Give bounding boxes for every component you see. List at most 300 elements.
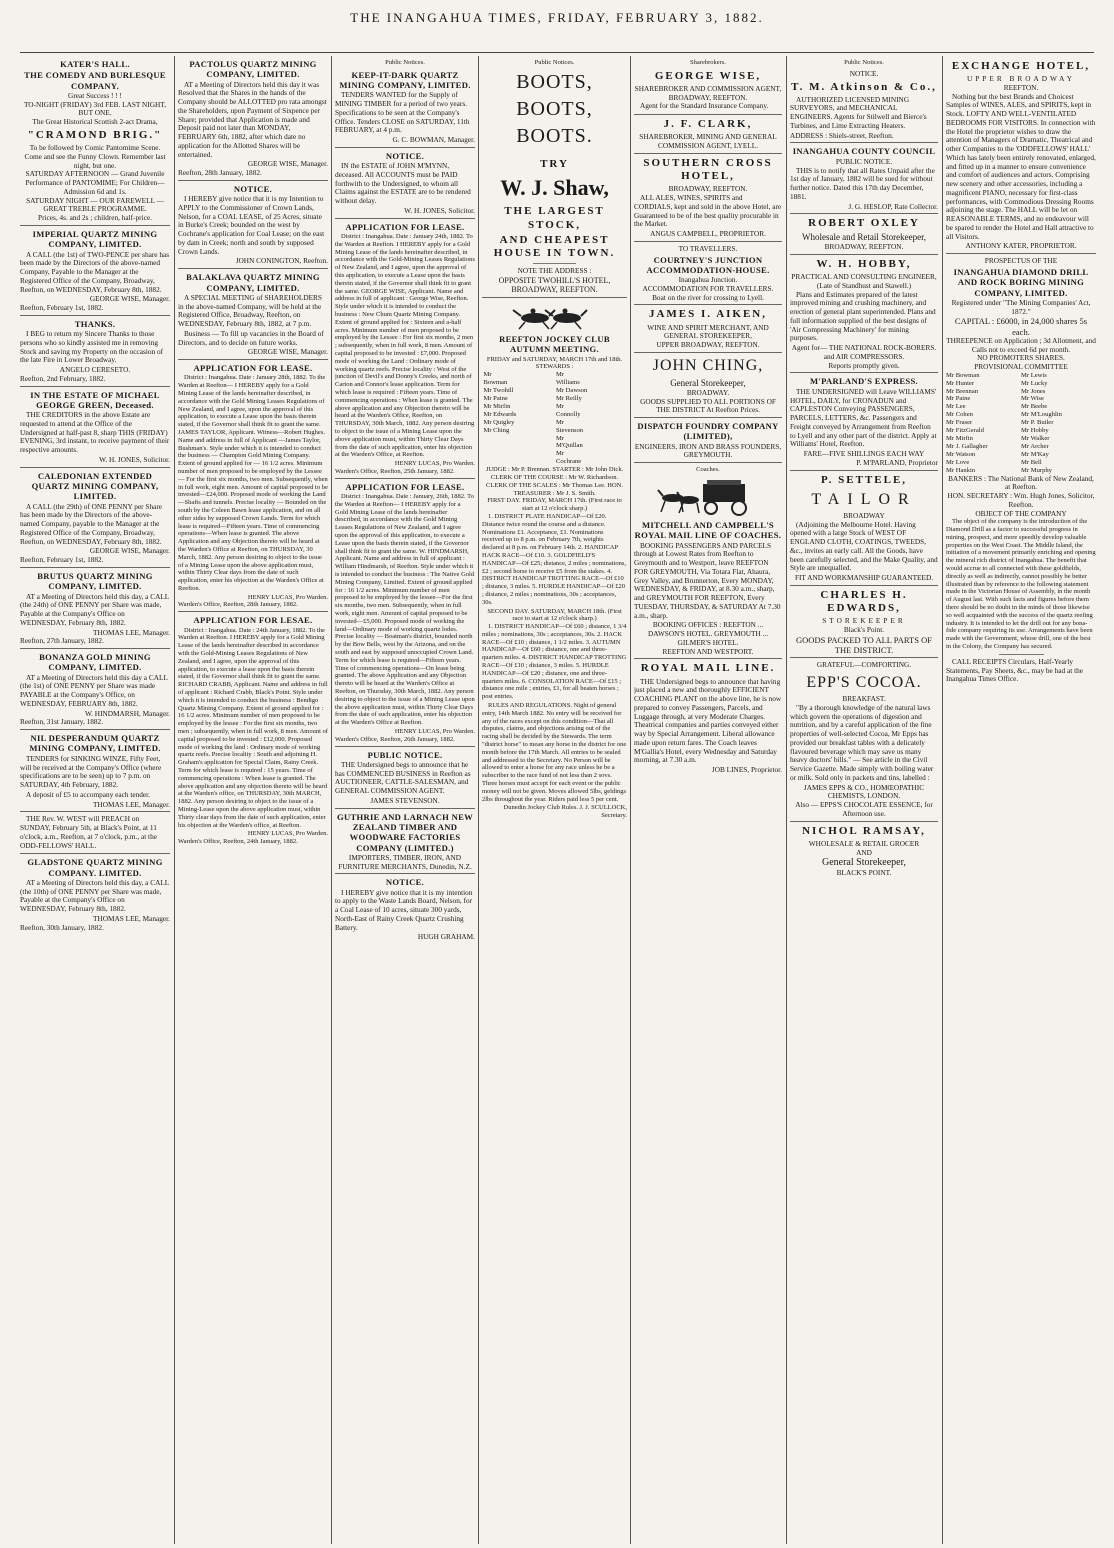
ad-body: I HEREBY give notice that it is my Intention to APPLY to the Commissioner of Crown Lands, Nelson, for a COAL LEASE, of 25 Acres, situate in Burke's Creek; bounded on the west by Cochrane's application for Coal Lease; on the east by dam in Creek; north and south by supposed Crown Lands.: [178, 194, 325, 256]
epps-cocoa-ad: [790, 661, 938, 821]
west-sermon-ad: [20, 815, 170, 854]
estate-ad: [20, 390, 170, 468]
ad-feature: "CRAMOND BRIG.": [27, 128, 163, 141]
ad-text: FRIDAY and SATURDAY, MARCH 17th and 18th.: [486, 355, 623, 363]
ad-body: THE UNDERSIGNED will Leave WILLIAMS' HOTEL, DAILY, for CRONADUN and CAPLESTON Conveying PASSENGERS, PARCELS, LETTERS, &c. Passengers and Freight conveyed by Arrangement from Reefton to Lyell and any other part of the district. Apply at Williams' Hotel, Reefton.: [790, 386, 937, 449]
steward-name: Mr Edwards: [483, 410, 517, 418]
ad-text: WHOLESALE & RETAIL GROCER: [808, 838, 920, 848]
ad-title: T. M. Atkinson & Co.,: [791, 80, 937, 93]
george-wise-ad: [634, 70, 782, 115]
ad-title: ROYAL MAIL LINE.: [640, 662, 776, 675]
steward-name: Mr Mirfin: [483, 402, 511, 410]
race-list: 1. DISTRICT HANDICAP—Of £60 ; distance, 1 3/4 miles ; nominations, 30s ; acceptances, 30s. 2. HACK RACE—Of £10 ; distance, 1 1/2 miles. 3. AUTUMN HANDICAP—Of £60 ; distance, one and three-quarters miles. 4. DISTRICT HANDICAP TROTTING RACE—Of £10 ; distance, 3 miles. 5. HURDLE HANDICAP—Of £20 ; distance, one and three-quarters miles. 6. CONSOLATION RACE—Of £15 ; distance one mile ; entries, £1, for all beaten horses ; post entries.: [482, 623, 627, 701]
coal-lease-notice: [178, 184, 328, 269]
ad-body: A CALL (the 29th) of ONE PENNY per Share has been made by the Directors of the above-named Company, payable to the Manager at the Registered Office of the Company, Broadway, Reefton, on WEDNESDAY, February 8th, 1882.: [20, 501, 163, 546]
ad-signature: JAMES EPPS & CO., HOMŒOPATHIC CHEMISTS, LONDON.: [803, 782, 925, 801]
committee-member: Mr Fraser: [946, 419, 973, 427]
ad-date: Warden's Office, Reefton, 24th January, 1882.: [178, 838, 298, 846]
column-5: [634, 58, 782, 1543]
ad-title: BALAKLAVA QUARTZ MINING COMPANY, LIMITED.: [186, 272, 320, 293]
ad-text: CAPITAL : £6000, in 24,000 shares 5s each.: [954, 316, 1088, 337]
atkinson-ad: [790, 70, 938, 144]
committee-member: Mr Bell: [1021, 458, 1042, 466]
ad-title: KEEP-IT-DARK QUARTZ MINING COMPANY, LIMITED.: [339, 69, 471, 91]
graham-notice: [335, 877, 475, 944]
section-header: Public Notices.: [534, 59, 575, 66]
steward-name: Mr Cochrane: [555, 450, 582, 466]
section-header: Sharebrokers.: [690, 59, 726, 66]
ad-text: ADDRESS : Shiels-street, Reefton.: [790, 130, 894, 140]
ad-body: A SPECIAL MEETING of SHAREHOLDERS in the above-named Company, will be held at the Registered Office, Broadway, Reefton, on WEDNESDAY, February 8th, 1882, at 7 p.m.: [178, 292, 322, 329]
royal-mail-line-ad: [634, 662, 782, 776]
ad-signature: ANGUS CAMPBELL, PROPRIETOR.: [650, 229, 766, 239]
committee-member: Mr Lewis: [1021, 371, 1047, 379]
ad-date: Reefton, February 1st, 1882.: [20, 555, 104, 565]
jockey-club-ad: [482, 302, 627, 822]
column-rule: [331, 56, 332, 1544]
ad-text: BROADWAY, REEFTON.: [668, 184, 748, 194]
committee-member: Mr Hunter: [946, 379, 975, 387]
ching-ad: [634, 356, 782, 418]
committee-member: Mr Beebe: [1021, 403, 1048, 411]
ad-text: OBJECT OF THE COMPANY: [975, 508, 1067, 518]
ad-title: NICHOL RAMSAY,: [802, 824, 926, 837]
ad-title: P. SETTELE,: [820, 473, 908, 486]
ad-text: Boat on the river for crossing to Lyell.: [652, 292, 764, 302]
steward-name: Mr Ching: [483, 426, 510, 434]
ad-headline: W. J. Shaw,: [500, 174, 609, 200]
stevenson-notice: [335, 750, 475, 809]
ad-text: BREAKFAST.: [842, 694, 886, 704]
ad-body: District : Inangahua. Date : 24th January, 1882. To the Warden at Reefton. I HEREBY apply for a Gold Mining Lease of the lands hereinafter described in accordance with the Gold-Mining Leases Regulations of New Zealand, and I agree, upon the approval of this application, to execute a lease upon the basis therein stated, if the Governor shall think fit to grant the same. RICHARD CRABB, Applicant. Name and address in full of applicant : Richard Crabb, Black's Point. Style under which it is intended to conduct the business : Bendigo Quartz Mining Company. Extent of ground applied for : 16 1/2 acres. Minimum number of men proposed to be employed by the lessee : For the first six months, two men ; subsequently, when in full work, 8 men. Amount of capital proposed to be invested : £12,000. Proposed mode of working the land : Ordinary mode of working quartz reefs. Precise locality : South and adjoining H. Graham's application for Special Claim, Rainy Creek. Term for which lease is required : 15 years. Time of commencing operations : When lease is granted. The above application and any objection thereto will be heard at the Warden's office, on THURSDAY, 30th MARCH, 1882. Any person desiring to object to the issue of a Mining-Lease upon the above application must, within Thirty clear days from the date of such application, enter his objection at the Warden's office, at Reefton.: [178, 626, 328, 829]
ad-body: AT a Meeting of Directors held this day a CALL (the 1st) of ONE PENNY per Share was made PAYABLE at the Company's Office, on WEDNESDAY, FEBRUARY 8th, 1882.: [20, 672, 168, 708]
ad-body: THE Undersigned begs to announce that having just placed a new and thoroughly EFFICIENT COACHING PLANT on the above line, he is now prepared to convey Passengers, Parcels, and Luggage through, at very Moderate Charges. Theatrical companies and parties conveyed either way by Special Arrangement. Liberal allowance made upon return fares. The Coach leaves M'Gallia's Hotel, every Wednesday and Saturday morning, at 7.30 a.m.: [634, 676, 782, 765]
column-6: [790, 58, 938, 1543]
ad-text: To be followed by Comic Pantomime Scene.: [29, 143, 161, 153]
ad-title: APPLICATION FOR LEASE.: [345, 481, 465, 492]
ad-body: Business — To fill up vacancies in the Board of Directors, and to decide on future works.: [178, 328, 324, 347]
column-rule: [174, 56, 175, 1544]
steward-name: Mr Reilly: [555, 395, 582, 402]
ad-text: NOTICE.: [849, 68, 879, 78]
ad-text: Great Success ! ! !: [68, 90, 122, 100]
mparland-ad: [790, 376, 938, 470]
brutus-ad: [20, 571, 170, 649]
ad-text: BROADWAY: [843, 510, 885, 520]
steward-name: Mr Twohill: [483, 387, 514, 395]
ad-body: AT a Meeting of Directors held this day, a CALL (the 10th) of ONE PENNY per Share was made, Payable at the Company's Office on WEDNESDAY, February 8th, 1882.: [20, 877, 169, 914]
diamond-drill-prospectus: [946, 257, 1096, 687]
ad-body: IN the ESTATE of JOHN M'MYNN, deceased. All ACCOUNTS must be PAID forthwith to the Undersigned, to whom all Claims against the ESTATE are to be rendered without delay.: [335, 161, 471, 206]
committee-list: [946, 372, 1096, 475]
ad-title: JOHN CHING,: [652, 356, 764, 374]
ad-headline: TAILOR: [811, 490, 917, 508]
ad-body: IMPORTERS, TIMBER, IRON, AND FURNITURE MERCHANTS, Dunedin, N.Z.: [338, 852, 472, 871]
ad-signature: GEORGE WISE, Manager.: [247, 159, 328, 169]
ad-text: Inangahua Junction.: [678, 275, 738, 285]
racehorse-illustration: [505, 302, 605, 330]
ad-title: INANGAHUA DIAMOND DRILL AND ROCK BORING MINING COMPANY, LIMITED.: [953, 266, 1089, 298]
pactolus-ad: [178, 59, 328, 181]
ad-date: Reefton, 2nd February, 1882.: [20, 373, 106, 383]
ad-body: TENDERS for SINKING WINZE, Fifty Feet, will be received at the Company's Office (where specifications are to be seen) up to 7 p.m. on SATURDAY, 4th February, 1882.: [20, 753, 162, 789]
ad-body: AUTHORIZED LICENSED MINING SURVEYORS, and MECHANICAL ENGINEERS. Agents for Stilwell and Bierce's Turbines, and Lime Extracting Heaters.: [790, 94, 927, 130]
clark-ad: [634, 118, 782, 154]
ad-text: OPPOSITE TWOHILL'S HOTEL, BROADWAY, REEFTON.: [498, 275, 611, 295]
ad-signature: JAMES STEVENSON.: [370, 795, 440, 805]
ad-signature: HENRY LUCAS, Pro Warden.: [394, 460, 475, 468]
stewards-list: [482, 371, 627, 466]
ad-text: BROADWAY, REEFTON.: [824, 242, 904, 252]
ad-body: THE CREDITORS in the above Estate are requested to attend at the Office of the Undersigned at half-past 8, sharp THIS (FRIDAY) EVENING, 3rd instant, to receive payment of their respective amounts.: [20, 410, 170, 455]
ad-title: IMPERIAL QUARTZ MINING COMPANY, LIMITED.: [32, 228, 158, 250]
committee-member: Mr Murphy: [1021, 466, 1052, 474]
committee-member: Mr Lee: [946, 403, 966, 411]
section-header: Coaches.: [696, 466, 720, 474]
ad-signature: J. G. HESLOP, Rate Collector.: [848, 201, 938, 211]
ad-text: SATURDAY AFTERNOON — Grand Juvenile Performance of PANTOMIME; For Children—Admission 6d and 1s.: [25, 169, 165, 196]
officials: JUDGE : Mr P. Brennan. STARTER : Mr John Dick. CLERK OF THE COURSE : Mr W. Richardson. CLERK OF THE SCALES : Mr Thomas Lee. HON. TREASURER : Mr J. S. Smith.: [485, 466, 624, 497]
committee-member: Mr M'Loughlin: [1021, 411, 1062, 419]
committee-member: Mr J. Gallagher: [946, 442, 988, 450]
ad-body: THE Undersigned begs to announce that he has COMMENCED BUSINESS in Reefton as AUCTIONEER, CATTLE-SALESMAN, and GENERAL COMMISSION AGENT.: [335, 759, 471, 796]
ad-text: BLACK'S POINT.: [836, 868, 892, 878]
committee-member: Mr Hankin: [946, 466, 976, 474]
ad-body: SHAREBROKER AND COMMISSION AGENT, BROADWAY, REEFTON.: [634, 83, 782, 102]
keep-it-dark-ad: [335, 70, 475, 148]
ad-text: Prices, 4s. and 2s ; children, half-price.: [38, 213, 152, 223]
ad-signature: GEORGE WISE, Manager.: [89, 546, 170, 556]
column-2: [178, 58, 328, 1543]
ad-text: TRY: [540, 157, 569, 170]
committee-member: Mr FitzGerald: [946, 427, 984, 435]
kater-hall-ad: [20, 59, 170, 226]
ad-body: THIS is to notify that all Rates Unpaid after the 1st day of January, 1882 will be sued for without further notice. Dated this 17th day December, 1881.: [790, 165, 935, 201]
ad-title: IN THE ESTATE OF MICHAEL GEORGE GREEN, Deceased.: [30, 389, 160, 410]
ad-text: Black's Point.: [843, 625, 885, 635]
ad-signature: JOHN CONINGTON, Reefton.: [235, 256, 328, 266]
ad-headline: BOOTS,: [516, 97, 593, 120]
ad-title: APPLICATION FOR LESAE.: [193, 615, 313, 626]
ad-body: A CALL (the 1st) of TWO-PENCE per share has been made by the Directors of the above-named Company, Payable to the Manager at the Registered Office of the Company, Broadway, Reefton, on WEDNESDAY, February 8th, 1882.: [20, 249, 170, 294]
shaw-boots-ad: [482, 70, 627, 298]
ad-text: Also — EPPS'S CHOCOLATE ESSENCE, for Afternoon use.: [795, 800, 933, 818]
ad-signature: THOMAS LEE, Manager.: [92, 799, 170, 809]
ad-signature: HENRY LUCAS, Pro Warden.: [394, 727, 475, 735]
ad-text: Agent for— THE NATIONAL ROCK-BORERS. and AIR COMPRESSORS.: [791, 343, 937, 361]
ad-body: A deposit of £5 to accompany each tender.: [26, 789, 151, 799]
ad-headline: EPP'S COCOA.: [806, 673, 922, 691]
thanks-ad: [20, 319, 170, 387]
ad-signature: HENRY LUCAS, Pro Warden.: [247, 593, 328, 601]
committee-member: Mr Lucky: [1021, 379, 1048, 387]
ad-text: BANKERS : The National Bank of New Zealand, at Reefton.: [948, 473, 1094, 492]
ad-text: (Late of Standhust and Stawell.): [816, 280, 912, 290]
lease-application-wise: [335, 222, 475, 479]
ad-signature: JOB LINES, Proprietor.: [711, 765, 782, 775]
ad-title: PUBLIC NOTICE.: [367, 749, 443, 760]
ad-body: I HEREBY give notice that it is my intention to apply to the Waste Lands Board, Nelson, for a Coal Lease of 10 acres, situate 300 yards, North-East of Rainy Creek Quartz Crushing Battery.: [335, 887, 473, 932]
settele-ad: [790, 474, 938, 586]
southern-cross-ad: [634, 157, 782, 242]
ad-text: General Storekeeper,: [822, 857, 906, 869]
column-rule: [478, 56, 479, 1544]
ad-signature: GEORGE WISE, Manager.: [247, 347, 328, 357]
balaklava-ad: [178, 272, 328, 360]
ad-text: STOREKEEPER: [822, 616, 906, 626]
column-7: [946, 58, 1096, 1543]
ad-text: SATURDAY NIGHT — OUR FAREWELL — GREAT TREBLE PROGRAMME.: [26, 195, 164, 214]
ad-signature: THOMAS LEE, Manager.: [92, 913, 170, 923]
nil-desperandum-ad: [20, 733, 170, 812]
committee-member: Mr Jones: [1021, 387, 1046, 395]
ad-title: GEORGE WISE,: [654, 69, 762, 82]
ad-title: REEFTON JOCKEY CLUB AUTUMN MEETING.: [499, 334, 610, 355]
ad-body: Agent for the Standard Insurance Company.: [640, 101, 769, 111]
ad-signature: W. H. JONES, Solicitor.: [99, 454, 170, 464]
committee-member: Mr Wise: [1021, 395, 1044, 403]
ad-text: GRATEFUL—COMFORTING.: [816, 660, 912, 670]
ad-title: DISPATCH FOUNDRY COMPANY (LIMITED),: [637, 421, 779, 442]
ad-text: THREEPENCE on Application ; 3d Allotment, and Calls not to exceed 6d per month.: [946, 335, 1096, 354]
committee-member: Mr M'Kay: [1021, 450, 1049, 458]
ad-title: SOUTHERN CROSS HOTEL,: [643, 156, 773, 183]
ad-signature: W. HINDMARSH, Manager.: [84, 708, 170, 718]
ad-signature: W. H. JONES, Solicitor.: [404, 205, 475, 215]
masthead: THE INANGAHUA TIMES, FRIDAY, FEBRUARY 3, 1882.: [350, 10, 764, 25]
committee-member: Mr Archer: [1021, 442, 1049, 450]
ad-text: PROSPECTUS OF THE: [984, 256, 1058, 266]
ad-signature: G. C. BOWMAN, Manager.: [392, 135, 475, 145]
column-4: [482, 58, 627, 1543]
committee-member: Mr P. Butler: [1021, 419, 1054, 427]
ad-body: BOOKING PASSENGERS AND PARCELS through at Lowest Rates from Reefton to Greymouth and to Westport, leave REEFTON FOR GREYMOUTH, Via Totara Flat, Ahaura, Grey Valley, and Brunnerton, Every MONDAY, WEDNESDAY, & FRIDAY, at 8.30 a.m., sharp, and GREYMOUTH FOR REEFTON, Every TUESDAY, THURSDAY, & SATURDAY At 7.30 a.m., sharp.: [634, 540, 781, 620]
ad-title: JAMES I. AIKEN,: [648, 308, 768, 321]
ad-text: The Great Historical Scottish 2-act Drama,: [32, 117, 158, 127]
ad-title: GUTHRIE AND LARNACH NEW ZEALAND TIMBER AND WOODWARE FACTORIES COMPANY (LIMITED.): [336, 811, 474, 853]
guthrie-ad: [335, 812, 475, 875]
ad-title: BRUTUS QUARTZ MINING COMPANY, LIMITED.: [37, 570, 153, 592]
committee-member: Mr Watson: [946, 450, 976, 458]
ad-text: HON. SECRETARY : Wm. Hugh Jones, Solicitor, Reefton.: [947, 491, 1095, 509]
ad-title: NOTICE.: [385, 150, 425, 161]
ad-body: "By a thorough knowledge of the natural laws which govern the operations of digestion and nutrition, and by a careful application of the fine properties of well-selected Cocoa, Mr Epps has provided our breakfast tables with a delicately flavoured beverage which may save us many heavy doctors' bills." — See article in the Civil Service Gazette. Made simply with boiling water or milk. Sold only in packets and tins, labelled :: [790, 702, 934, 782]
ad-text: BROADWAY.: [686, 387, 730, 397]
imperial-ad: [20, 229, 170, 316]
ad-signature: GEORGE WISE, Manager.: [89, 294, 170, 304]
ramsay-ad: [790, 825, 938, 880]
column-3: [335, 58, 475, 1543]
day-header: FIRST DAY. FRIDAY, MARCH 17th. (First race to start at 12 o'clock sharp.): [487, 497, 622, 513]
ad-date: Reefton, 28th January, 1882.: [178, 168, 262, 178]
ad-text: Registered under "The Mining Companies' Act, 1872.": [951, 297, 1091, 316]
steward-name: Mr Williams: [555, 371, 580, 387]
committee-member: Mr Paine: [946, 395, 971, 403]
divider: [999, 654, 1044, 655]
ad-text: ACCOMMODATION FOR TRAVELLERS.: [642, 283, 774, 293]
ad-text: REEFTON.: [1003, 82, 1039, 92]
ad-title: APPLICATION FOR LEASE.: [193, 363, 313, 374]
ad-text: PRACTICAL AND CONSULTING ENGINEER,: [791, 272, 937, 282]
ad-title: PACTOLUS QUARTZ MINING COMPANY, LIMITED.: [189, 59, 317, 80]
divider: [533, 263, 577, 264]
ad-date: Reefton, February 1st, 1882.: [20, 303, 104, 312]
ad-text: Wholesale and Retail Storekeeper,: [801, 232, 927, 243]
ad-body: I BEG to return my Sincere Thanks to those persons who so kindly assisted me in removing Stock and saving my Property on the occasion of the late Fire in Lower Broadway.: [20, 329, 164, 365]
ad-body: ALL ALES, WINES, SPIRITS and CORDIALS, kept and sold in the above Hotel, are Guaranteed to be of the best quality procurable in the Market.: [634, 193, 782, 229]
steward-name: Mr Dawson: [555, 387, 588, 395]
ad-text: PUBLIC NOTICE.: [835, 156, 893, 166]
ad-text: TO-NIGHT (FRIDAY) 3rd FEB. LAST NIGHT, BUT ONE.: [23, 99, 167, 118]
stewards-right: [556, 371, 626, 466]
ad-title: GLADSTONE QUARTZ MINING COMPANY. LIMITED.: [27, 857, 163, 878]
bonanza-ad: [20, 652, 170, 730]
ad-title: INANGAHUA COUNTY COUNCIL: [792, 146, 936, 157]
gladstone-ad: [20, 857, 170, 934]
ad-body: The object of the company is the introduction of the Diamond Drill as a factor to successful progress in mining, prospect, and more speedily develop valuable properties on the West Coast. The Middle Island, the initiation of a movement primarily enriching and opening the mineral rich district of Inangahua. The benefit that would accrue to all connected with these goldfields, directly as well as indirectly, cannot possibly be better illustrated than by reference to the following statement made in the Victorian House of Assembly, in the month of August last. With such facts and figures before them there should be no doubt in the minds of those likewise so well acquainted with the success of the quartz reefing industry. It is intended to let the drill out for any bona-fide company requiring its use. Arrangements have been made with the Government, whose drill, one of the best in the Colony, the Company has secured.: [946, 518, 1096, 651]
ad-text: BOOKING OFFICES : REEFTON ... DAWSON'S HOTEL. GREYMOUTH ... GILMER'S HOTEL.: [647, 620, 769, 647]
ad-title: M'PARLAND'S EXPRESS.: [809, 376, 919, 387]
ad-body: GOODS SUPPLIED TO ALL PORTIONS OF THE DISTRICT At Reefton Prices.: [640, 396, 776, 415]
ad-title: J. F. CLARK,: [663, 118, 753, 131]
stewards-left: [483, 371, 553, 466]
ad-signature: HUGH GRAHAM.: [417, 932, 475, 942]
ad-body: THE Rev. W. WEST will PREACH on SUNDAY, February 5th, at Black's Point, at 11 o'clock, a.m., Reefton, at 7 o'clock, p.m., at the ODD-FELLOWS' HALL.: [20, 814, 157, 850]
ad-title: APPLICATION FOR LEASE.: [345, 221, 465, 232]
section-header: Public Notices.: [844, 59, 884, 66]
ad-title: W. H. HOBBY,: [816, 258, 912, 271]
ad-text: AND CHEAPEST HOUSE IN TOWN.: [493, 233, 616, 259]
ad-title: NOTICE.: [233, 183, 273, 194]
ad-title: COURTNEY'S JUNCTION ACCOMMODATION-HOUSE.: [646, 254, 770, 275]
ad-date: Warden's Office, Reefton, 25th January, 1882.: [335, 467, 455, 475]
section-header: Public Notices.: [385, 59, 425, 66]
lease-application-crabb: [178, 615, 328, 848]
ad-title: THANKS.: [74, 318, 116, 329]
ad-text: UPPER BROADWAY, REEFTON.: [656, 340, 760, 350]
steward-name: Mr Paine: [483, 395, 508, 402]
ad-signature: HENRY LUCAS, Pro Warden.: [247, 830, 328, 838]
committee-left: [946, 372, 1021, 475]
steward-name: Mr Bowman: [483, 371, 508, 387]
ad-text: GREYMOUTH.: [683, 450, 733, 460]
race-list: 1. DISTRICT PLATE HANDICAP—Of £20. Distance twice round the course and a distance. Nominations £1. Acceptance, £1. Nominations received up to 8 p.m. on February 7th, weights declared at 8 p.m. on February 14th. 2. HANDICAP HACK RACE—Of £10. 3. GOLDFIELD'S HANDICAP—Of £25; distance, 2 miles ; nominations, £2 ; second horse to receive £5 from the stakes. 4. DISTRICT HANDICAP TROTTING RACE—Of £10 ; distance, 3 miles. 5. HURDLE HANDICAP—Of £20 ; distance, 2 miles ; nominations, 30s ; acceptances, 30s.: [482, 512, 627, 606]
ad-date: Reefton, 31st January, 1882.: [20, 717, 104, 727]
committee-member: Mr Mirfin: [946, 435, 973, 442]
ad-body: TENDERS WANTED for the Supply of MINING TIMBER for a period of two years. Specifications to be seen at the Company's Office. Tenders CLOSE on SATURDAY, 11th FEBRUARY, at 4 p.m.: [335, 90, 470, 135]
ad-text: NOTE THE ADDRESS :: [517, 266, 592, 276]
ad-text: STEWARDS :: [535, 363, 574, 371]
column-rule: [630, 56, 631, 1544]
committee-member: Mr Walker: [1021, 435, 1050, 442]
steward-name: Mr Quigley: [483, 418, 515, 426]
ad-text: FIT AND WORKMANSHIP GUARANTEED.: [794, 573, 934, 583]
stagecoach-illustration: [653, 478, 763, 516]
ad-signature: P. M'PARLAND, Proprietor: [856, 457, 938, 467]
ad-title: CHARLES H. EDWARDS,: [820, 588, 908, 615]
ad-body: District : Inangahua. Date : January 24th, 1882. To the Warden at Reefton. I HEREBY apply for a Gold Mining Lease of the lands hereinafter described, in accordance with the Gold-Mining Leases Regulations of New Zealand, and I agree, upon the approval of this application, to execute a Lease upon the basis therein stated, if the Governor shall think fit to grant the same. GEORGE WISE, Applicant. Name and address in full of applicant : George Wise, Reefton. Style under which it is intended to conduct the business : New Chum Quartz Mining Company. Extent of ground applied for : Sixteen and a-half acres. Minimum number of men proposed to be employed by the Lessee : For first six months, 2 men ; subsequently, when in full work, 8 men. Amount of capital proposed to be invested : £7,000. Proposed mode of working the Land : Ordinary mode of working quartz reefs. Precise locality : West of the junction of Devil's and Donny's Creeks, and north of Carton and Connor's lease application. Term for which lease is required : Fifteen years. Time of commencing operations : When lease is granted. The above application and any Objection thereto will be heard at the Warden's Office, Reefton, on THURSDAY, 30th March, 1882. Any person desiring to object to the issue of a Mining Lease upon the above application must, within Thirty Clear Days from the date of such application, enter his objection at the Warden's Office, at Reefton.: [335, 233, 475, 459]
ad-body: District : Inangahua. Date : January 28th, 1882. To the Warden at Reefton— I HEREBY apply for a Gold Mining Lease of the lands hereinafter described, in accordance with the Gold Mining Leases Regulations of New Zealand, and I agree, upon the approval of this application, to execute a Lease upon the basis therein stated, if the Governor shall think fit to grant the same. JAMES TAYLOR, Applicant. Witness—Robert Hughes. Name and address in full of Applicant —James Taylor, Bushman's. Style under which it is intended to conduct the business — Champion Gold Mining Company. Extent of ground applied for — 16 1/2 acres. Minimum number of men proposed to be employed by the Lessee — For the first six months, two men. Subsequently, when in full work, eight men. Amount of capital proposed to be invested—£24,000. Proposed mode of working the Land—Shafts and tunnels. Precise locality — Bounded on the south by the Coleen Bawn lease application, and on all other sides by supposed Crown Lands. Term for which lease is required—Fifteen years. Time of commencing operations—When lease is granted. The above Application and any Objection thereto will be heard at the Warden's Office at Reefton, on THURSDAY, 30 March, 1882. Any person desiring to object to the issue of a Mining Lease upon the above application must, within Thirty Clear days from the date of such application, enter his objection at the Warden's Office at Reefton.: [178, 374, 328, 592]
ad-title: CALEDONIAN EXTENDED QUARTZ MINING COMPANY, LIMITED.: [31, 470, 159, 502]
day-header: SECOND DAY. SATURDAY, MARCH 18th. (First race to start at 12 o'clock sharp.): [487, 607, 622, 623]
steward-name: Mr Stevenson: [555, 418, 584, 434]
ad-signature: ANGELO CERESETO.: [59, 365, 131, 375]
ad-text: REEFTON AND WESTPORT.: [662, 646, 754, 656]
mmynn-estate-notice: [335, 151, 475, 219]
ad-body: AT a Meeting of Directors held this day it was Resolved that the Shares in the hands of the Company should be ALLOTTED pro rata amongst the Shareholders, upon Payment of Sixpence per Share; provided that Application is made and Deposit paid not later than MONDAY, FEBRUARY 6th, 1882, after which date no application for the Allotted Shares will be entertained.: [178, 79, 327, 159]
ad-body: WINE AND SPIRIT MERCHANT, AND GENERAL STOREKEEPER,: [647, 322, 769, 341]
aiken-ad: [634, 308, 782, 352]
ad-title: EXCHANGE HOTEL,: [951, 60, 1091, 72]
masthead-rule: [20, 52, 1094, 53]
ad-text: NO PROMOTERS SHARES.: [977, 353, 1065, 363]
ad-text: TO TRAVELLERS.: [678, 243, 738, 253]
ad-subtitle: THE COMEDY AND BURLESQUE COMPANY.: [24, 70, 166, 91]
committee-member: Mr Hobby: [1021, 427, 1049, 435]
ad-title: KATER'S HALL.: [60, 59, 130, 69]
ad-signature: Dunedin Jockey Club Rules. J. J. SCULLOCK, Secretary.: [503, 804, 627, 820]
steward-name: Mr Connolly: [555, 402, 581, 418]
ad-body: AT a Meeting of Directors held this day, a CALL (the 24th) of ONE PENNY per Share was made, Payable at the Company's Office on WEDNESDAY, February 8th, 1882.: [20, 591, 169, 627]
lease-application-hindmarsh: [335, 482, 475, 747]
ad-body: Plans and Estimates prepared of the latest improved mining and crushing machinery, and erection of general plant superintended. Plans and full information supplied of the best designs of 'Air Compressing Machinery' for mining purposes.: [790, 289, 936, 343]
courtney-ad: [634, 245, 782, 306]
dispatch-foundry-ad: [634, 421, 782, 463]
ad-text: Reports promptly given.: [828, 360, 900, 370]
ad-text: General Storekeeper,: [670, 378, 746, 389]
ad-text: THE LARGEST STOCK,: [504, 205, 605, 231]
ad-date: Warden's Office, Reefton, 26th January, 1882.: [335, 735, 455, 743]
ad-text: UPPER BROADWAY: [966, 74, 1076, 84]
oxley-ad: [790, 217, 938, 255]
hobby-ad: [790, 258, 938, 373]
ad-signature: THOMAS LEE, Manager.: [92, 627, 170, 637]
ad-title: NIL DESPERANDUM QUARTZ MINING COMPANY, LIMITED.: [29, 733, 161, 754]
ad-date: Warden's Office, Reefton, 28th January, 1882.: [178, 601, 298, 609]
committee-right: [1021, 372, 1096, 475]
exchange-hotel-ad: [946, 60, 1096, 254]
edwards-ad: [790, 589, 938, 658]
committee-member: Mr Bowman: [946, 371, 980, 379]
ad-body: SHAREBROKER, MINING AND GENERAL COMMISSION AGENT, LYELL.: [639, 132, 777, 151]
ad-headline: BOOTS.: [516, 124, 593, 147]
ad-text: GOODS PACKED TO ALL PARTS OF THE DISTRICT.: [796, 634, 932, 655]
column-1: [20, 58, 170, 1543]
rules: RULES AND REGULATIONS. Night of general entry, 14th March 1882. No entry will be received for any of the races except on this condition—That all disputes, claims, and objections arising out of the racing shall be decided by the Stewards. The term "district horse" to mean any horse in the district for one month before the 17th March. All entries to be sealed and addressed to the Secretary. No Person will be allowed to enter a horse for any race unless he be a subscriber to the race fund of not less than 2 sovs. Three horses must accept for each event or the public money will not be given. Moves allowed 5lbs, geldings 2lbs throughout the year. Riders paid less 5 per cent.: [482, 702, 627, 803]
ad-body: Nothing but the best Brands and Choicest Samples of WINES, ALES, and SPIRITS, kept in Stock. LOFTY AND WELL-VENTILATED BEDROOMS FOR VISITORS. In connection with the Hotel the proprietor wishes to draw the attention of Managers of Dramatic, Theatrical and other Companies to the 'ODDFELLOWS' HALL' Which has lately been entirely renovated, enlarged, and fitted up in a manner to ensure convenience and comfort of audiences and actors. Comprising new scenery and other accessories, including a magnificent PIANO, necessary for first-class performances, with Commodious Dressing Rooms adjoining the stage. The HALL will be let on REASONABLE TERMS, and no endeavour will be spared to render the Hotel and Hall attractive to all Visitors.: [946, 91, 1096, 241]
ad-title: NOTICE.: [385, 877, 425, 888]
ad-body: (Adjoining the Melbourne Hotel. Having opened with a large Stock of WEST OF ENGLAND CLOTH, COATINGS, TWEEDS, &c., invites an early call. All the Goods, have been carefully selected, and the Make Quality, and Style are unequalled.: [790, 519, 938, 573]
ad-text: FARE—FIVE SHILLINGS EACH WAY: [803, 449, 925, 459]
committee-member: Mr Love: [946, 458, 970, 466]
ad-text: PROVISIONAL COMMITTEE: [974, 362, 1068, 371]
steward-name: Mr M'Quillan: [555, 434, 583, 450]
ad-title: ROBERT OXLEY: [808, 217, 920, 230]
ad-date: Reefton, 27th January, 1882.: [20, 636, 104, 646]
ad-body: ENGINEERS, IRON AND BRASS FOUNDERS,: [634, 441, 782, 451]
caledonian-ad: [20, 471, 170, 568]
committee-member: Mr Cohen: [946, 411, 973, 419]
county-council-ad: [790, 146, 938, 214]
ad-title: BONANZA GOLD MINING COMPANY, LIMITED.: [39, 652, 151, 673]
ad-body: District : Inangahua. Date : January, 26th, 1882. To the Warden at Reefton— I HEREBY apply for a Gold Mining Lease of the lands hereinafter described, in accordance with the Gold Mining Leases Regulations of New Zealand, and I agree upon the approval of this application, to execute a Lease upon the basis therein stated, if the Governor shall think fit to grant the same. W. HINDMARSH, Applicant. Name and address in full of applicant : William Hindmarsh, of Reefton. Style under which it is intended to conduct the business : The Native Gold Mining Company, Limited. Extent of ground applied for : 16 1/2 acres. Minimum number of men proposed to be employed by the lessee—For the first six months, two men. Subsequently, when in full work, eight men. Amount of capital proposed to be invested—£5,000. Proposed mode of working the land—Ordinary mode of working quartz lodes. Precise locality — Boatman's district, bounded north by the Bow Bells, west by the Arizona, and on the south and east by supposed unoccupied Crown Land. Term for which lease is required—Fifteen years. Time of commencing operations—On lease being granted. The above Application and any Objection thereto will be heard at the Warden's Office at Reefton, on Thursday, 30th March, 1882. Any person desiring to object to the issue of a Mining Lease upon the above application must, within Thirty Clear Days from the date of such application, enter his objection at the Warden's Office at Reefton.: [335, 493, 475, 727]
ad-text: Come and see the Funny Clown. Remember last night, but one.: [24, 151, 166, 170]
column-rule: [942, 56, 943, 1544]
lease-application-taylor: [178, 363, 328, 612]
ad-headline: BOOTS,: [516, 70, 593, 93]
ad-date: Reefton, 30th January, 1882.: [20, 922, 104, 932]
ad-title: MITCHELL AND CAMPBELL'S ROYAL MAIL LINE OF COACHES.: [634, 520, 782, 541]
